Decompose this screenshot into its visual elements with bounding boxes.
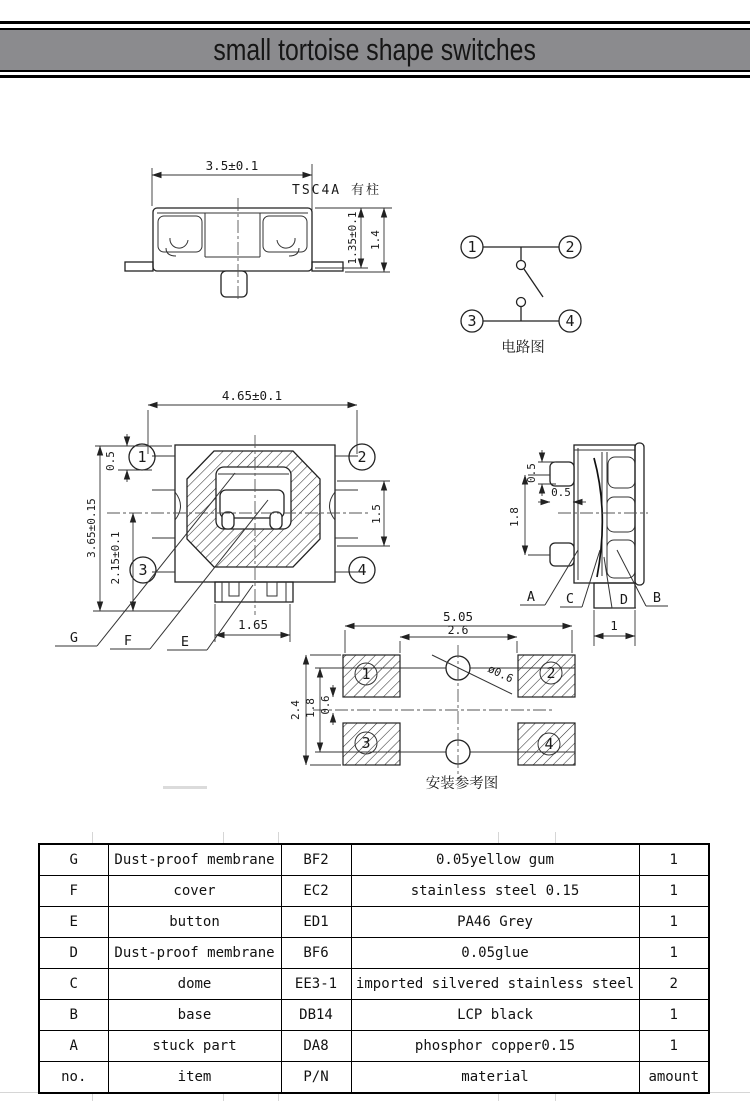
cell-pn: ED1 xyxy=(281,907,351,938)
cell-pn: EE3-1 xyxy=(281,969,351,1000)
part-label-e: E xyxy=(180,634,190,650)
dim-side-width: 3.5±0.1 xyxy=(205,158,259,173)
cell-material: LCP black xyxy=(351,1000,639,1031)
faint-artifact xyxy=(163,786,207,789)
table-row xyxy=(39,844,709,876)
front-pin-2: 2 xyxy=(357,448,367,466)
pcb-caption: 安装参考图 xyxy=(425,776,499,792)
dim-front-top: 0.5 xyxy=(104,451,117,471)
cell-amount: 1 xyxy=(639,1000,709,1031)
grid-line xyxy=(278,832,279,843)
side-view-drawing xyxy=(125,158,392,302)
cell-amount: amount xyxy=(639,1062,709,1094)
bom-table xyxy=(38,843,710,1094)
cell-no: D xyxy=(39,938,108,969)
cell-item: Dust-proof membrane xyxy=(108,938,281,969)
dim-pcb-gap: 0.6 xyxy=(320,695,332,715)
cell-no: A xyxy=(39,1031,108,1062)
dim-front-width: 4.65±0.1 xyxy=(221,388,283,403)
part-label-a: A xyxy=(526,589,536,605)
cell-material: 0.05yellow gum xyxy=(351,844,639,876)
cell-pn: DB14 xyxy=(281,1000,351,1031)
pad-number-4: 4 xyxy=(544,735,554,753)
page-title: small tortoise shape switches xyxy=(213,32,537,67)
pad-number-1: 1 xyxy=(361,665,371,683)
cell-material: imported silvered stainless steel xyxy=(351,969,639,1000)
dim-front-height: 3.65±0.15 xyxy=(85,498,98,558)
cell-item: base xyxy=(108,1000,281,1031)
pad-number-3: 3 xyxy=(361,734,371,752)
grid-line xyxy=(555,832,556,843)
pcb-layout-drawing xyxy=(163,609,575,792)
cell-item: stuck part xyxy=(108,1031,281,1062)
cell-amount: 2 xyxy=(639,969,709,1000)
right-side-view-drawing xyxy=(508,443,668,646)
table-header-row xyxy=(39,1062,709,1094)
grid-line xyxy=(223,832,224,843)
table-row xyxy=(39,1031,709,1062)
part-label-b: B xyxy=(652,590,662,606)
cell-pn: EC2 xyxy=(281,876,351,907)
cell-amount: 1 xyxy=(639,938,709,969)
dim-front-lower: 2.15±0.1 xyxy=(109,531,122,585)
pad-number-2: 2 xyxy=(546,664,556,682)
model-label: TSC4A 有柱 xyxy=(292,183,381,198)
dim-hole-diameter: ø0.6 xyxy=(485,662,516,686)
title-bar xyxy=(0,28,750,72)
cell-no: B xyxy=(39,1000,108,1031)
circuit-pin-4: 4 xyxy=(565,312,575,330)
cell-amount: 1 xyxy=(639,1031,709,1062)
cell-no: F xyxy=(39,876,108,907)
technical-drawing-canvas xyxy=(0,80,750,835)
cell-item: cover xyxy=(108,876,281,907)
cell-amount: 1 xyxy=(639,844,709,876)
front-view-drawing xyxy=(55,388,390,650)
circuit-pin-1: 1 xyxy=(467,238,477,256)
cell-amount: 1 xyxy=(639,907,709,938)
cell-material: phosphor copper0.15 xyxy=(351,1031,639,1062)
cell-item: Dust-proof membrane xyxy=(108,844,281,876)
cell-pn: DA8 xyxy=(281,1031,351,1062)
table-row xyxy=(39,876,709,907)
header-bottom-rule xyxy=(0,75,750,78)
part-label-g: G xyxy=(69,630,79,646)
cell-no: C xyxy=(39,969,108,1000)
cell-pn: BF6 xyxy=(281,938,351,969)
cell-item: dome xyxy=(108,969,281,1000)
dim-side-h1: 1.35±0.1 xyxy=(346,211,359,265)
circuit-diagram xyxy=(461,236,581,356)
cell-pn: BF2 xyxy=(281,844,351,876)
cell-item: item xyxy=(108,1062,281,1094)
table-row xyxy=(39,938,709,969)
front-pin-4: 4 xyxy=(357,561,367,579)
header-top-rule xyxy=(0,21,750,24)
table-row xyxy=(39,969,709,1000)
cell-material: stainless steel 0.15 xyxy=(351,876,639,907)
cell-no: E xyxy=(39,907,108,938)
front-pin-1: 1 xyxy=(137,448,147,466)
grid-line xyxy=(498,832,499,843)
circuit-pin-3: 3 xyxy=(467,312,477,330)
dim-right-tip: 0.5 xyxy=(525,463,538,483)
part-label-c: C xyxy=(565,591,575,607)
dim-right-base: 1 xyxy=(610,618,618,633)
cell-material: 0.05glue xyxy=(351,938,639,969)
table-row xyxy=(39,907,709,938)
front-pin-3: 3 xyxy=(138,561,148,579)
grid-line xyxy=(92,832,93,843)
dim-side-h2: 1.4 xyxy=(369,230,382,250)
dim-right-pitch: 1.8 xyxy=(508,507,521,527)
cell-pn: P/N xyxy=(281,1062,351,1094)
dim-right-tab: 0.5 xyxy=(551,486,571,499)
part-label-f: F xyxy=(123,633,133,649)
cell-material: PA46 Grey xyxy=(351,907,639,938)
cell-no: G xyxy=(39,844,108,876)
dim-front-stem: 1.65 xyxy=(237,617,269,632)
circuit-pin-2: 2 xyxy=(565,238,575,256)
circuit-caption: 电路图 xyxy=(501,340,545,356)
dim-pcb-width: 5.05 xyxy=(442,609,474,624)
dim-front-right: 1.5 xyxy=(370,504,383,524)
dim-pcb-pitch: 1.8 xyxy=(304,698,317,718)
dim-pcb-span: 2.6 xyxy=(447,623,469,637)
cell-no: no. xyxy=(39,1062,108,1094)
table-row xyxy=(39,1000,709,1031)
cell-amount: 1 xyxy=(639,876,709,907)
part-label-d: D xyxy=(619,592,629,608)
cell-item: button xyxy=(108,907,281,938)
cell-material: material xyxy=(351,1062,639,1094)
dim-pcb-height: 2.4 xyxy=(289,700,302,720)
